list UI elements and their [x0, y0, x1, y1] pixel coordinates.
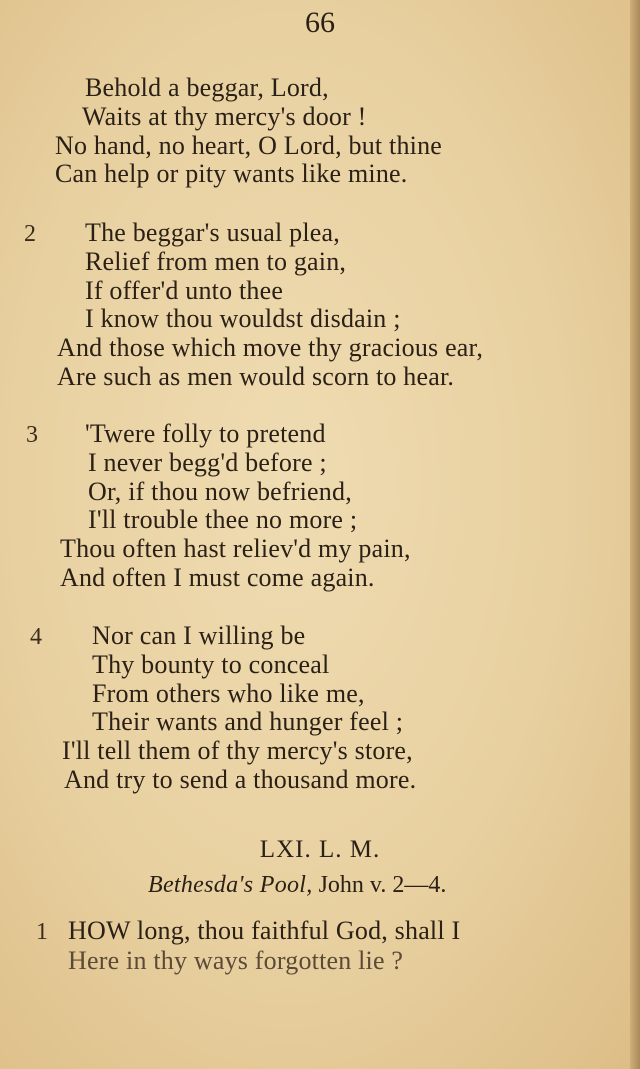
verse-line: Are such as men would scorn to hear. [57, 362, 455, 391]
page-edge [630, 0, 640, 1069]
verse-line: From others who like me, [92, 678, 365, 708]
verse-line: I know thou wouldst disdain ; [85, 304, 401, 334]
verse-line: Can help or pity wants like mine. [55, 159, 408, 189]
stanza-number: 3 [26, 422, 38, 448]
verse-line: Their wants and hunger feel ; [92, 707, 404, 737]
verse-line: I never begg'd before ; [88, 447, 327, 477]
stanza-number: 1 [36, 919, 48, 945]
verse-line: And often I must come again. [60, 563, 375, 592]
verse-line: Relief from men to gain, [85, 246, 347, 276]
verse-line: Waits at thy mercy's door ! [82, 101, 367, 131]
verse-line: And those which move thy gracious ear, [57, 333, 484, 363]
verse-line: Nor can I willing be [92, 621, 306, 650]
page-number: 66 [305, 6, 335, 39]
stanza-number: 4 [30, 624, 42, 650]
verse-line: Or, if thou now befriend, [88, 476, 352, 506]
subtitle-title: Bethesda's Pool, [148, 872, 313, 898]
verse-line: The beggar's usual plea, [85, 218, 340, 247]
hymn-subtitle [148, 872, 446, 899]
stanza-number: 2 [24, 221, 36, 247]
verse-line: Here in thy ways forgotten lie ? [68, 946, 404, 975]
verse-line: I'll trouble thee no more ; [88, 505, 358, 535]
verse-line: If offer'd unto thee [85, 275, 284, 305]
verse-line: 'Twere folly to pretend [85, 419, 326, 448]
verse-line: Thy bounty to conceal [92, 649, 330, 679]
verse-line: Behold a beggar, Lord, [85, 73, 329, 102]
hymn-heading: LXI. L. M. [259, 836, 381, 863]
verse-line: HOW long, thou faithful God, shall I [68, 916, 461, 945]
subtitle-reference: John v. 2—4. [312, 872, 447, 898]
verse-line: No hand, no heart, O Lord, but thine [55, 130, 443, 160]
verse-line: Thou often hast reliev'd my pain, [60, 534, 411, 564]
verse-line: And try to send a thousand more. [64, 765, 417, 794]
verse-line: I'll tell them of thy mercy's store, [62, 736, 413, 766]
